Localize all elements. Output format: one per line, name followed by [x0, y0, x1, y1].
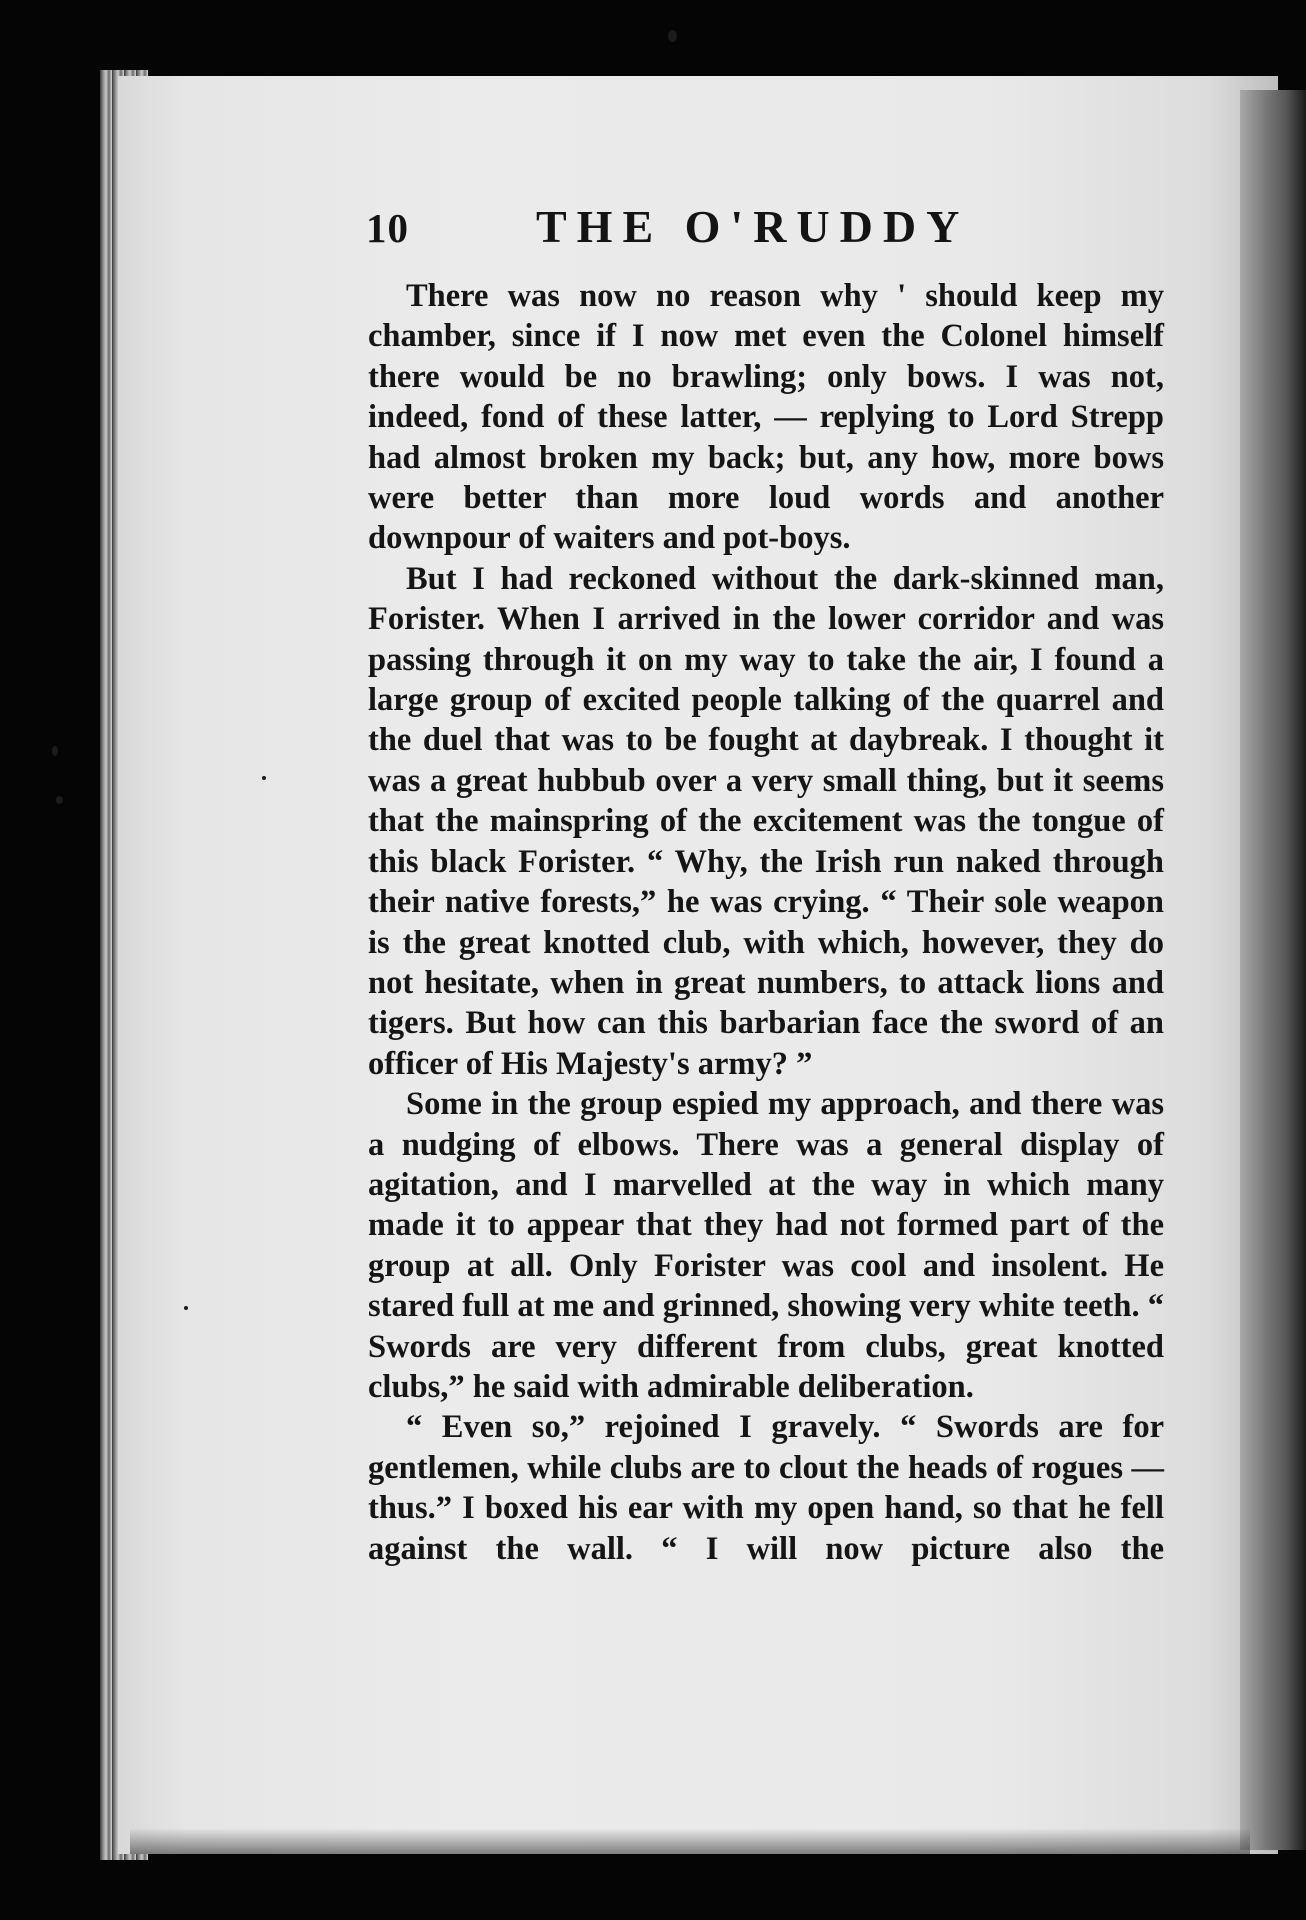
paragraph: Some in the group espied my approach, and there was a nudging of elbows. There was a general display of agitation, and I marvelled at the way in which many made it to appear that they had not formed part of the group at all. Only Forister was cool and insolent. He stared full at me and grinned, showing very white teeth. “ Swords are very different from clubs, great knotted clubs,” he said with admirable deliberation.	[368, 1086, 1164, 1405]
page-number: 10	[366, 205, 409, 251]
scan-speck	[262, 776, 266, 780]
scan-speck	[52, 746, 58, 756]
page-fore-edge	[1240, 90, 1306, 1850]
paragraph: “ Even so,” rejoined I gravely. “ Swords are for gentlemen, while clubs are to clout the heads of rogues — thus.” I boxed his ear with my open hand, so that he fell against the wall. “ I will now picture also the	[368, 1409, 1164, 1567]
scan-speck	[56, 796, 63, 804]
running-title: THE O'RUDDY	[536, 201, 970, 252]
body-text	[368, 276, 1164, 1569]
scan-speck	[184, 1306, 188, 1310]
page-header	[366, 201, 1166, 264]
page-bottom-shadow	[130, 1828, 1250, 1854]
paragraph: But I had reckoned without the dark-skinned man, Forister. When I arrived in the lower corridor and was passing through it on my way to take the air, I found a large group of excited people talking of the quarrel and the duel that was to be fought at daybreak. I thought it was a great hubbub over a very small thing, but it seems that the mainspring of the excitement was the tongue of this black Forister. “ Why, the Irish run naked through their native forests,” he was crying. “ Their sole weapon is the great knotted club, with which, however, they do not hesitate, when in great numbers, to attack lions and tigers. But how can this barbarian face the sword of an officer of His Majesty's army? ”	[368, 560, 1164, 1082]
paragraph: There was now no reason why ' should keep my chamber, since if I now met even the Colonel himself there would be no brawling; only bows. I was not, indeed, fond of these latter, — replying to Lord Strepp had almost broken my back; but, any how, more bows were better than more loud words and another downpour of waiters and pot-boys.	[368, 278, 1164, 557]
scan-speck	[668, 30, 677, 42]
